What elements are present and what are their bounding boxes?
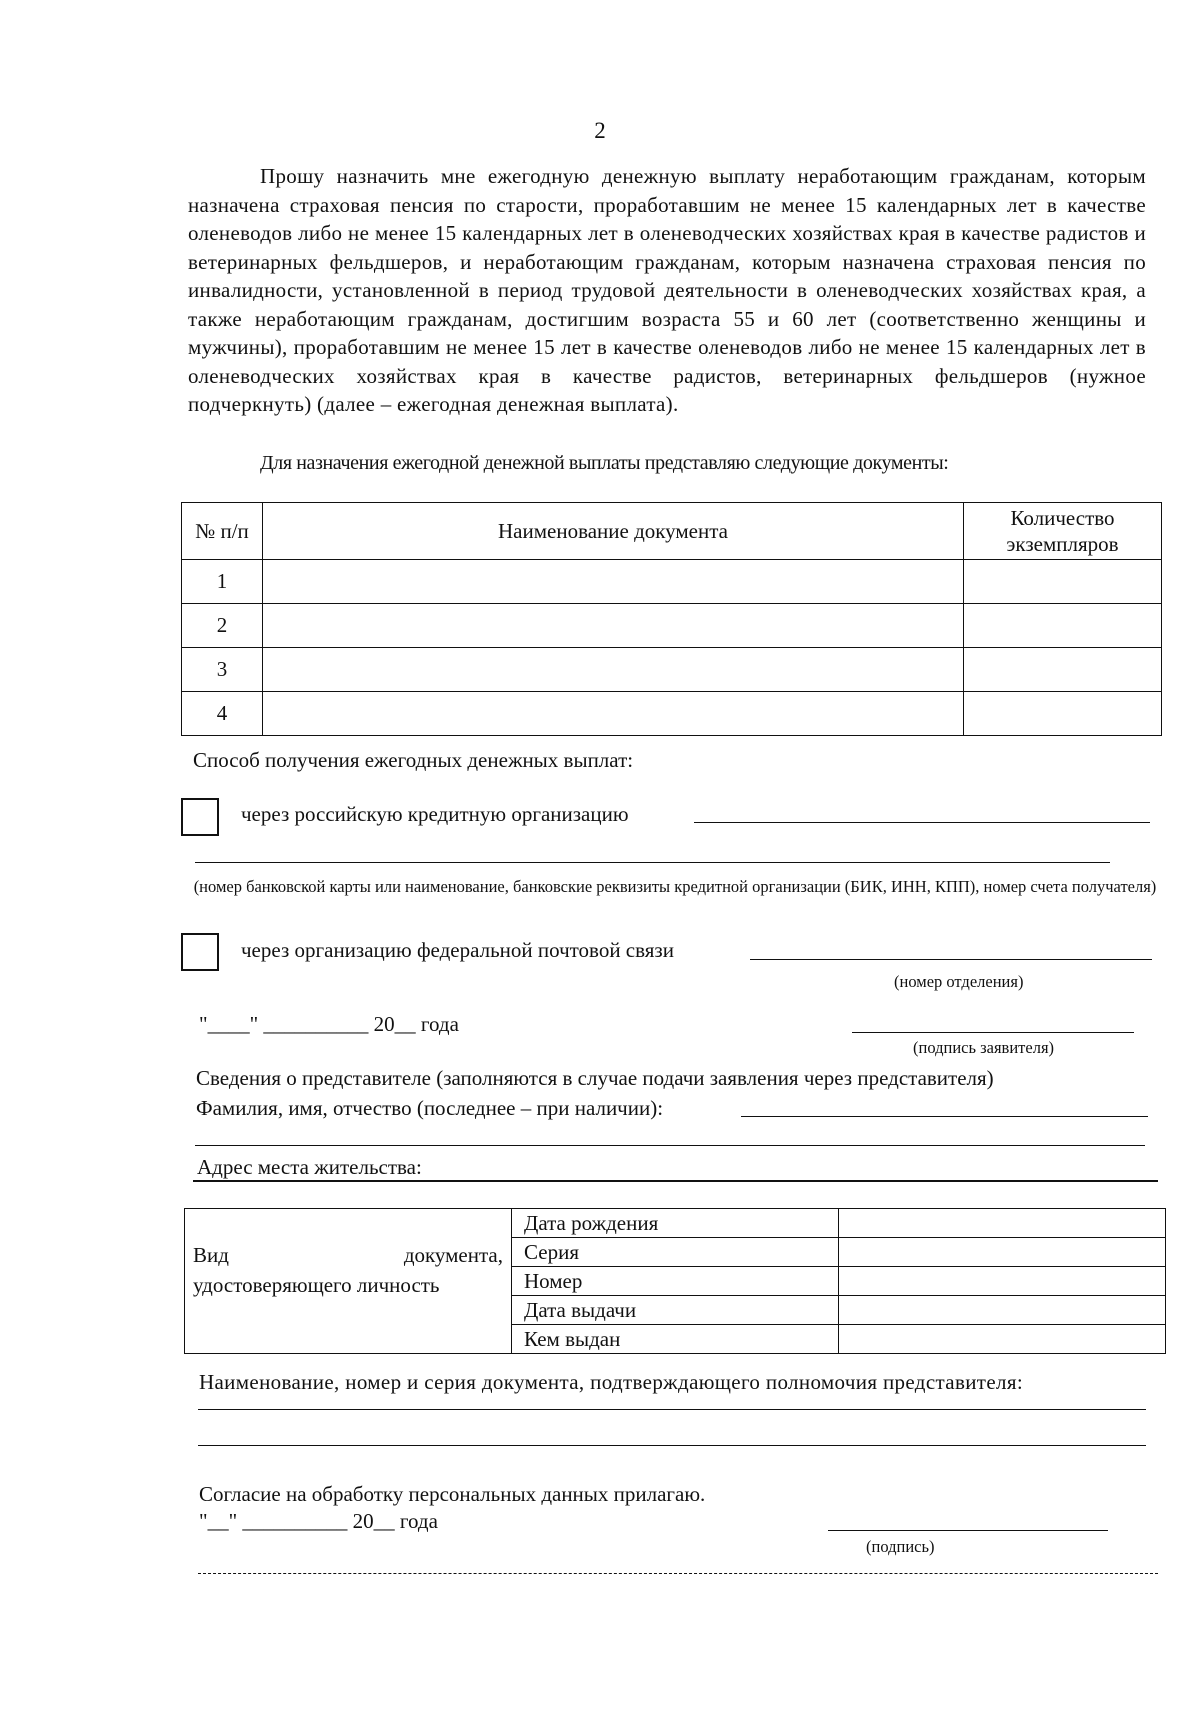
bank-details-hint: (номер банковской карты или наименование, банковские реквизиты кредитной организации (БИК, ИНН, КПП), номер счета получателя): [193, 877, 1157, 896]
field-label: Номер: [512, 1267, 839, 1296]
applicant-signature-hint: (подпись заявителя): [913, 1038, 1055, 1057]
payment-method-title: Способ получения ежегодных денежных выплат:: [193, 748, 634, 772]
field-label: Кем выдан: [512, 1325, 839, 1354]
consent-text: Согласие на обработку персональных данных прилагаю.: [199, 1482, 706, 1506]
number-value[interactable]: [839, 1267, 1166, 1296]
request-paragraph: Прошу назначить мне ежегодную денежную выплату неработающим гражданам, которым назначена страховая пенсия по старости, проработавшим не менее 15 календарных лет в качестве оленеводов либо не менее 15 календарных лет в оленеводческих хозяйствах края в качестве радистов и ветеринарных фельдшеров, и неработающим гражданам, которым назначена страховая пенсия по инвалидности, установленной в период трудовой деятельности в оленеводческих хозяйствах края, а также неработающим гражданам, достигшим возраста 55 и 60 лет (соответственно женщины и мужчины), проработавшим не менее 15 лет в качестве оленеводов либо не менее 15 календарных лет в оленеводческих хозяйствах края в качестве радистов, ветеринарных фельдшеров (нужное подчеркнуть) (далее – ежегодная денежная выплата).: [188, 164, 1146, 416]
document-name-cell[interactable]: [263, 560, 964, 604]
issued-by-value[interactable]: [839, 1325, 1166, 1354]
col-number-header: № п/п: [182, 503, 263, 560]
representative-address-label: Адрес места жительства:: [197, 1155, 422, 1179]
identity-document-table: [184, 1208, 1166, 1354]
copies-cell[interactable]: [964, 604, 1162, 648]
bank-details-line[interactable]: [195, 862, 1110, 863]
table-row: [182, 560, 1162, 604]
table-row: [182, 648, 1162, 692]
identity-document-type-cell: [185, 1209, 512, 1354]
consent-date[interactable]: "__" __________ 20__ года: [199, 1509, 438, 1533]
identity-document-word-2: документа,: [403, 1243, 503, 1267]
representative-fio-label: Фамилия, имя, отчество (последнее – при наличии):: [196, 1096, 664, 1120]
copies-cell[interactable]: [964, 648, 1162, 692]
document-name-cell[interactable]: [263, 648, 964, 692]
table-row: [185, 1209, 1166, 1238]
document-name-cell[interactable]: [263, 692, 964, 736]
series-value[interactable]: [839, 1238, 1166, 1267]
applicant-signature-line[interactable]: [852, 1032, 1134, 1033]
copies-cell[interactable]: [964, 692, 1162, 736]
field-label: Серия: [512, 1238, 839, 1267]
application-date[interactable]: "____" __________ 20__ года: [199, 1012, 459, 1036]
bank-option-checkbox[interactable]: [181, 798, 219, 836]
authority-document-label: Наименование, номер и серия документа, подтверждающего полномочия представителя:: [199, 1370, 1024, 1394]
consent-signature-hint: (подпись): [866, 1537, 935, 1556]
identity-document-word-1: Вид: [193, 1243, 229, 1267]
representative-address-line[interactable]: [193, 1180, 1158, 1182]
post-office-hint: (номер отделения): [894, 972, 1024, 991]
issue-date-value[interactable]: [839, 1296, 1166, 1325]
documents-table: [181, 502, 1162, 736]
bank-option-label: через российскую кредитную организацию: [241, 802, 629, 826]
consent-signature-line[interactable]: [828, 1530, 1108, 1531]
field-label: Дата выдачи: [512, 1296, 839, 1325]
page-number: 2: [594, 118, 606, 143]
col-copies-header: Количество экземпляров: [964, 503, 1162, 560]
row-number: 1: [182, 560, 263, 604]
post-option-label: через организацию федеральной почтовой связи: [241, 938, 674, 962]
field-label: Дата рождения: [512, 1209, 839, 1238]
bank-name-line[interactable]: [694, 822, 1150, 823]
documents-intro: Для назначения ежегодной денежной выплаты представляю следующие документы:: [260, 452, 949, 474]
representative-title: Сведения о представителе (заполняются в случае подачи заявления через представителя): [196, 1066, 994, 1090]
table-row: [182, 692, 1162, 736]
table-row: [182, 604, 1162, 648]
document-name-cell[interactable]: [263, 604, 964, 648]
birth-date-value[interactable]: [839, 1209, 1166, 1238]
representative-fio-line-2[interactable]: [195, 1145, 1145, 1146]
row-number: 4: [182, 692, 263, 736]
cut-line: [198, 1573, 1158, 1574]
row-number: 3: [182, 648, 263, 692]
col-document-name-header: Наименование документа: [263, 503, 964, 560]
row-number: 2: [182, 604, 263, 648]
post-option-checkbox[interactable]: [181, 933, 219, 971]
representative-fio-line[interactable]: [741, 1116, 1148, 1117]
documents-table-header: [182, 503, 1162, 560]
authority-document-line-2[interactable]: [198, 1445, 1146, 1446]
copies-cell[interactable]: [964, 560, 1162, 604]
identity-document-line-2: удостоверяющего личность: [193, 1273, 440, 1297]
post-office-line[interactable]: [750, 959, 1152, 960]
authority-document-line-1[interactable]: [198, 1409, 1146, 1410]
